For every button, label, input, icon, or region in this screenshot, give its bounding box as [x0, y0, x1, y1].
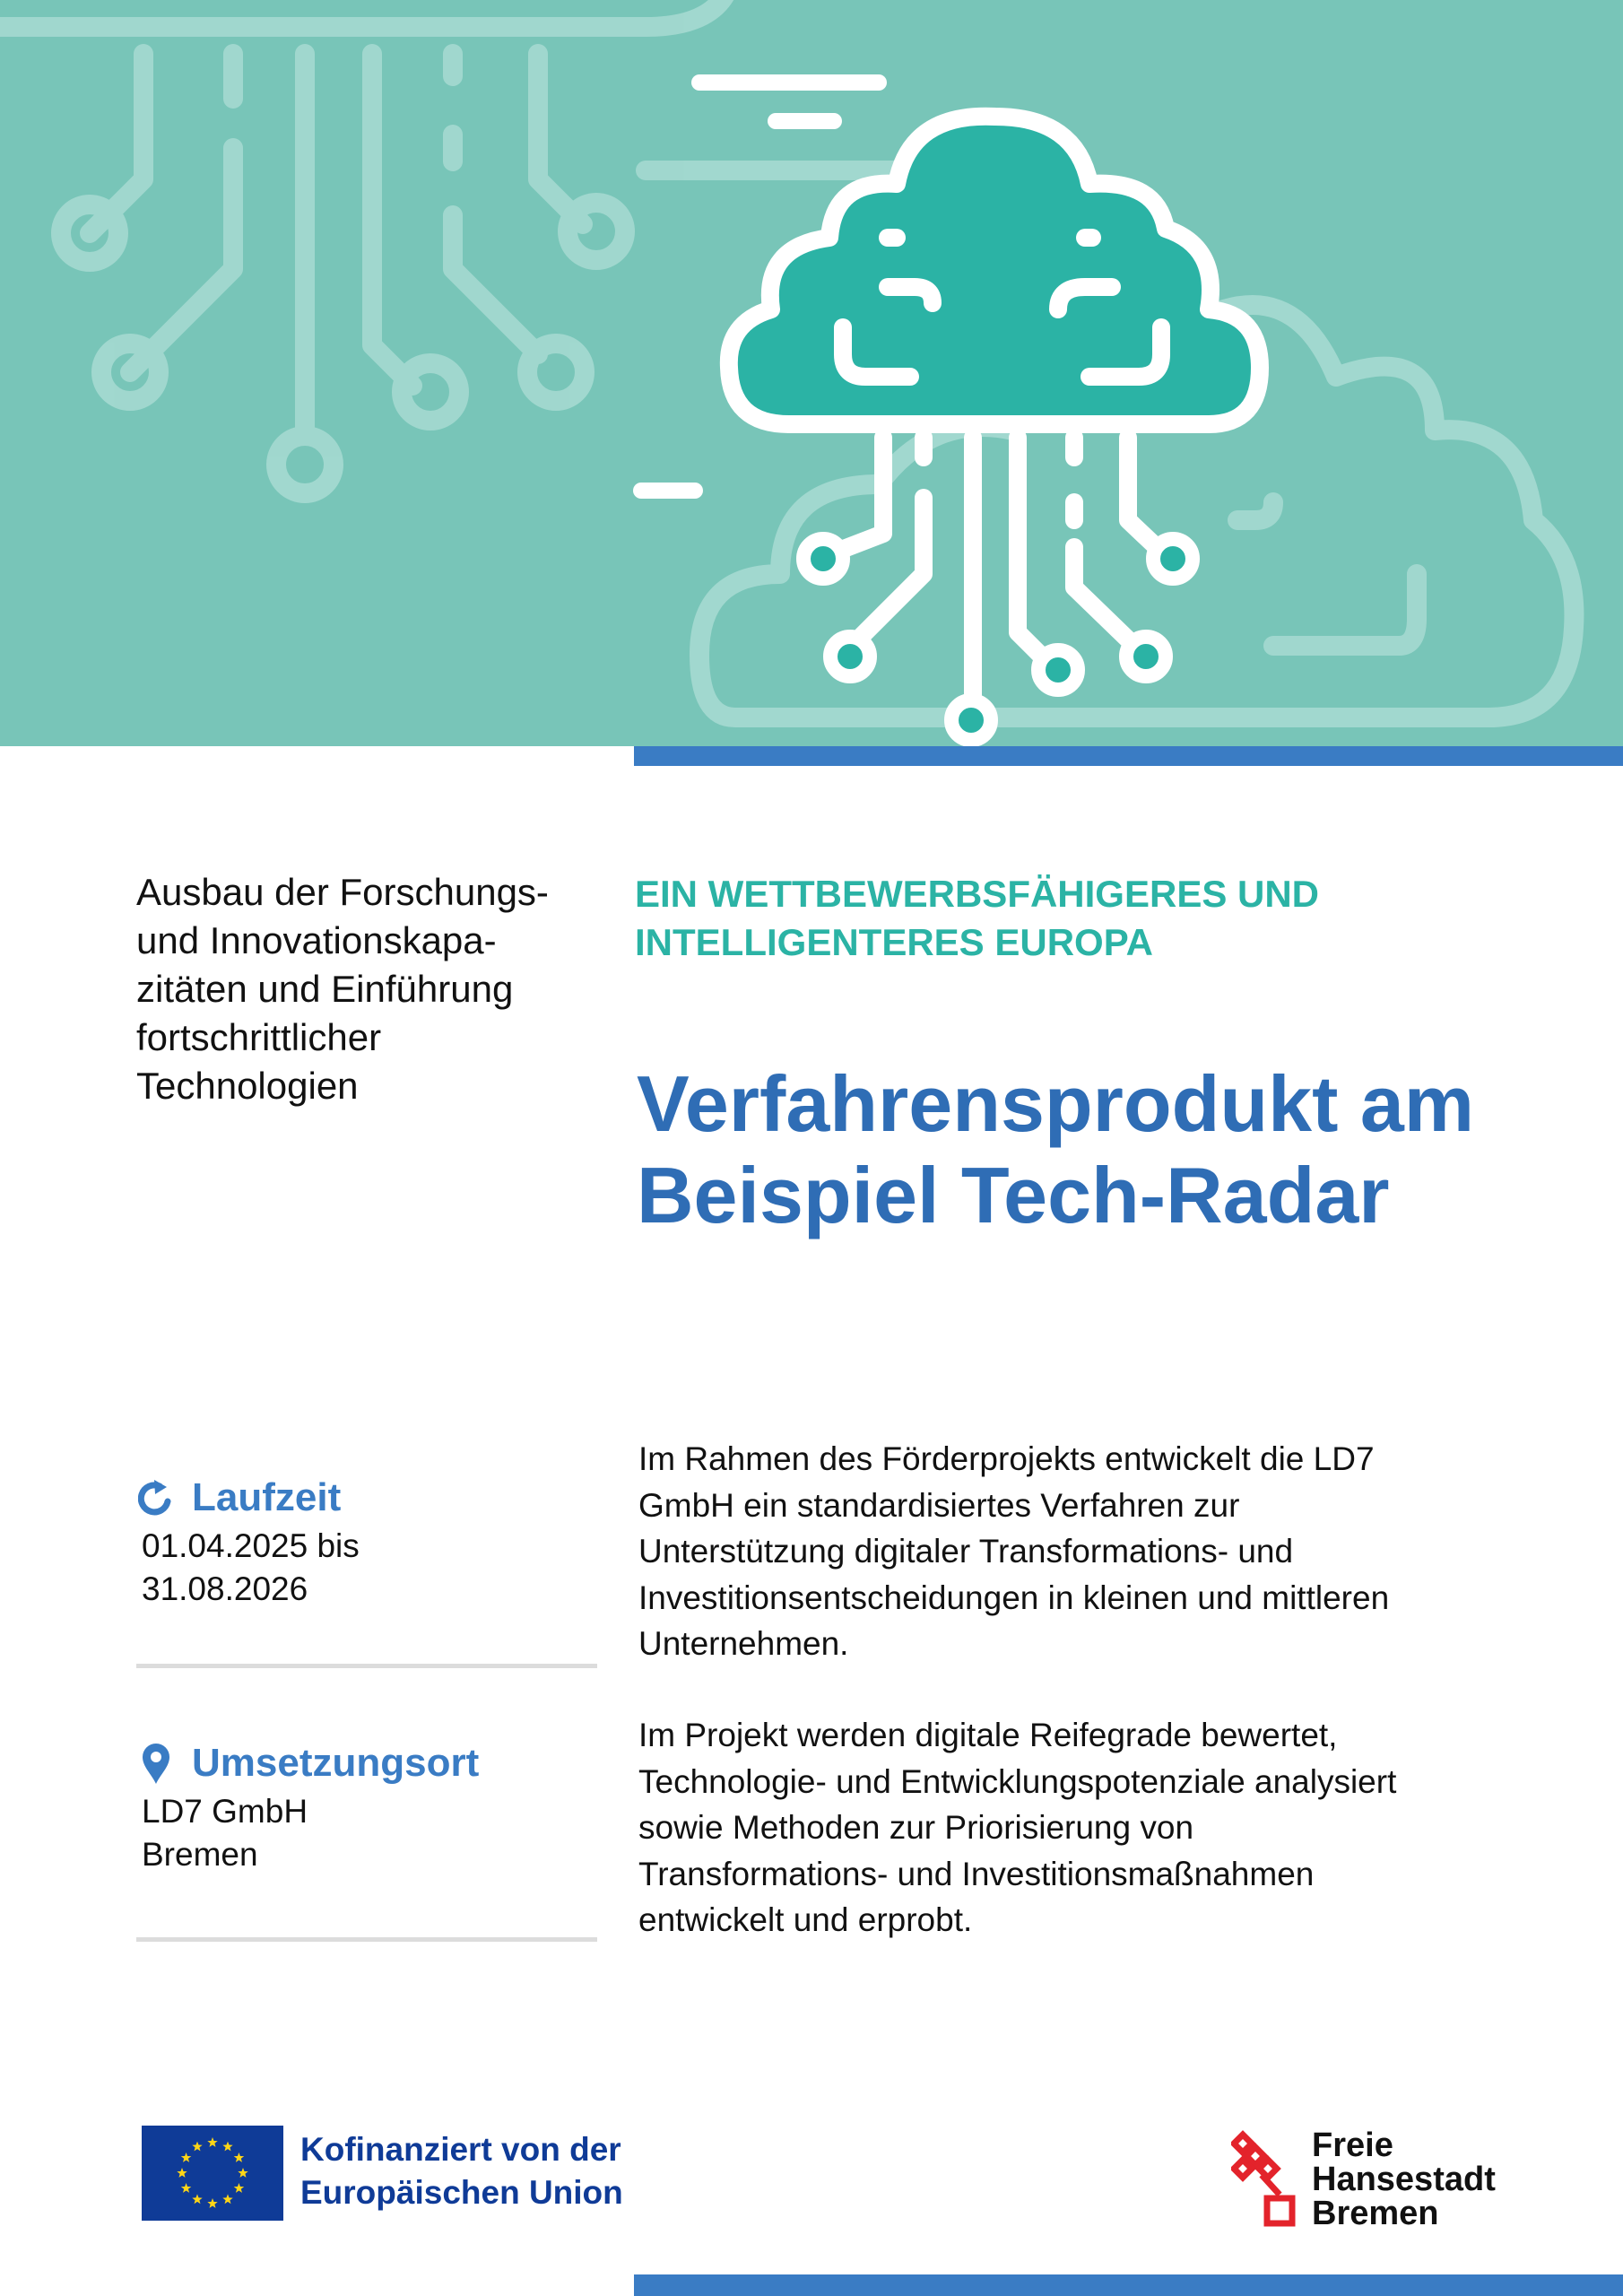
eu-star [238, 2168, 247, 2178]
laufzeit-line: 01.04.2025 bis [142, 1527, 360, 1564]
map-pin-icon [136, 1741, 176, 1786]
description-paragraph-2 [638, 1712, 1535, 1944]
paragraph-line: Unternehmen. [638, 1625, 849, 1662]
bremen-line: Bremen [1312, 2195, 1439, 2232]
cloud-circuit-icon [0, 0, 1623, 746]
bremen-line: Freie [1312, 2126, 1393, 2164]
title-line: Verfahrensprodukt am [637, 1059, 1475, 1148]
laufzeit-value [142, 1525, 597, 1611]
paragraph-line: entwickelt und erprobt. [638, 1901, 973, 1938]
hero-banner [0, 0, 1623, 746]
priority-line: fortschrittlicher [136, 1016, 382, 1058]
paragraph-line: Investitionsentscheidungen in kleinen und mittleren [638, 1578, 1390, 1616]
bremen-key-icon [1231, 2130, 1296, 2229]
priority-line: und Innovationskapa- [136, 919, 497, 961]
eu-star [207, 2137, 217, 2147]
bremen-label [1312, 2128, 1496, 2231]
priority-line: Ausbau der Forschungs- [136, 871, 549, 913]
eu-star [181, 2183, 192, 2193]
eu-star [222, 2142, 232, 2152]
eu-star [234, 2152, 245, 2162]
paragraph-line: sowie Methoden zur Priorisierung von [638, 1809, 1194, 1846]
eu-star [192, 2142, 202, 2152]
eu-line: Europäischen Union [300, 2174, 623, 2211]
paragraph-line: Technologie- und Entwicklungspotenziale analysiert [638, 1762, 1397, 1800]
paragraph-line: Unterstützung digitaler Transformations- und [638, 1533, 1294, 1570]
divider [136, 1664, 597, 1668]
bremen-line: Hansestadt [1312, 2161, 1496, 2198]
eu-funding-label [300, 2128, 623, 2214]
description-paragraph-1 [638, 1436, 1535, 1667]
accent-bar-top [634, 746, 1623, 766]
divider [136, 1937, 597, 1942]
eu-flag-icon [142, 2126, 283, 2221]
accent-bar-bottom [634, 2274, 1623, 2296]
umsetzungsort-value [142, 1790, 597, 1876]
paragraph-line: Im Rahmen des Förderprojekts entwickelt die LD7 [638, 1440, 1375, 1477]
eu-line: Kofinanziert von der [300, 2131, 621, 2168]
eu-star [181, 2152, 192, 2162]
umsetzungsort-label: Umsetzungsort [192, 1741, 480, 1785]
priority-line: Technologien [136, 1065, 359, 1107]
umsetzungsort-section [136, 1736, 597, 1876]
eu-star [192, 2194, 202, 2204]
refresh-icon [136, 1475, 176, 1520]
umsetzungsort-line: LD7 GmbH [142, 1793, 308, 1830]
paragraph-line: GmbH ein standardisiertes Verfahren zur [638, 1486, 1240, 1524]
priority-text [136, 868, 603, 1110]
policy-objective-heading [635, 870, 1532, 967]
page-title [637, 1058, 1569, 1241]
paragraph-line: Im Projekt werden digitale Reifegrade bewertet, [638, 1717, 1338, 1753]
eu-star [222, 2194, 232, 2204]
eu-star [234, 2183, 245, 2193]
eyebrow-line: EIN WETTBEWERBSFÄHIGERES UND [635, 873, 1320, 915]
umsetzungsort-line: Bremen [142, 1836, 258, 1873]
eu-star [207, 2198, 217, 2208]
paragraph-line: Transformations- und Investitionsmaßnahmen [638, 1855, 1315, 1892]
laufzeit-line: 31.08.2026 [142, 1570, 308, 1607]
eu-star [177, 2168, 187, 2178]
eyebrow-line: INTELLIGENTERES EUROPA [635, 921, 1153, 963]
laufzeit-label: Laufzeit [192, 1475, 342, 1519]
title-line: Beispiel Tech-Radar [637, 1151, 1390, 1239]
laufzeit-section [136, 1471, 597, 1611]
priority-line: zitäten und Einführung [136, 968, 514, 1010]
